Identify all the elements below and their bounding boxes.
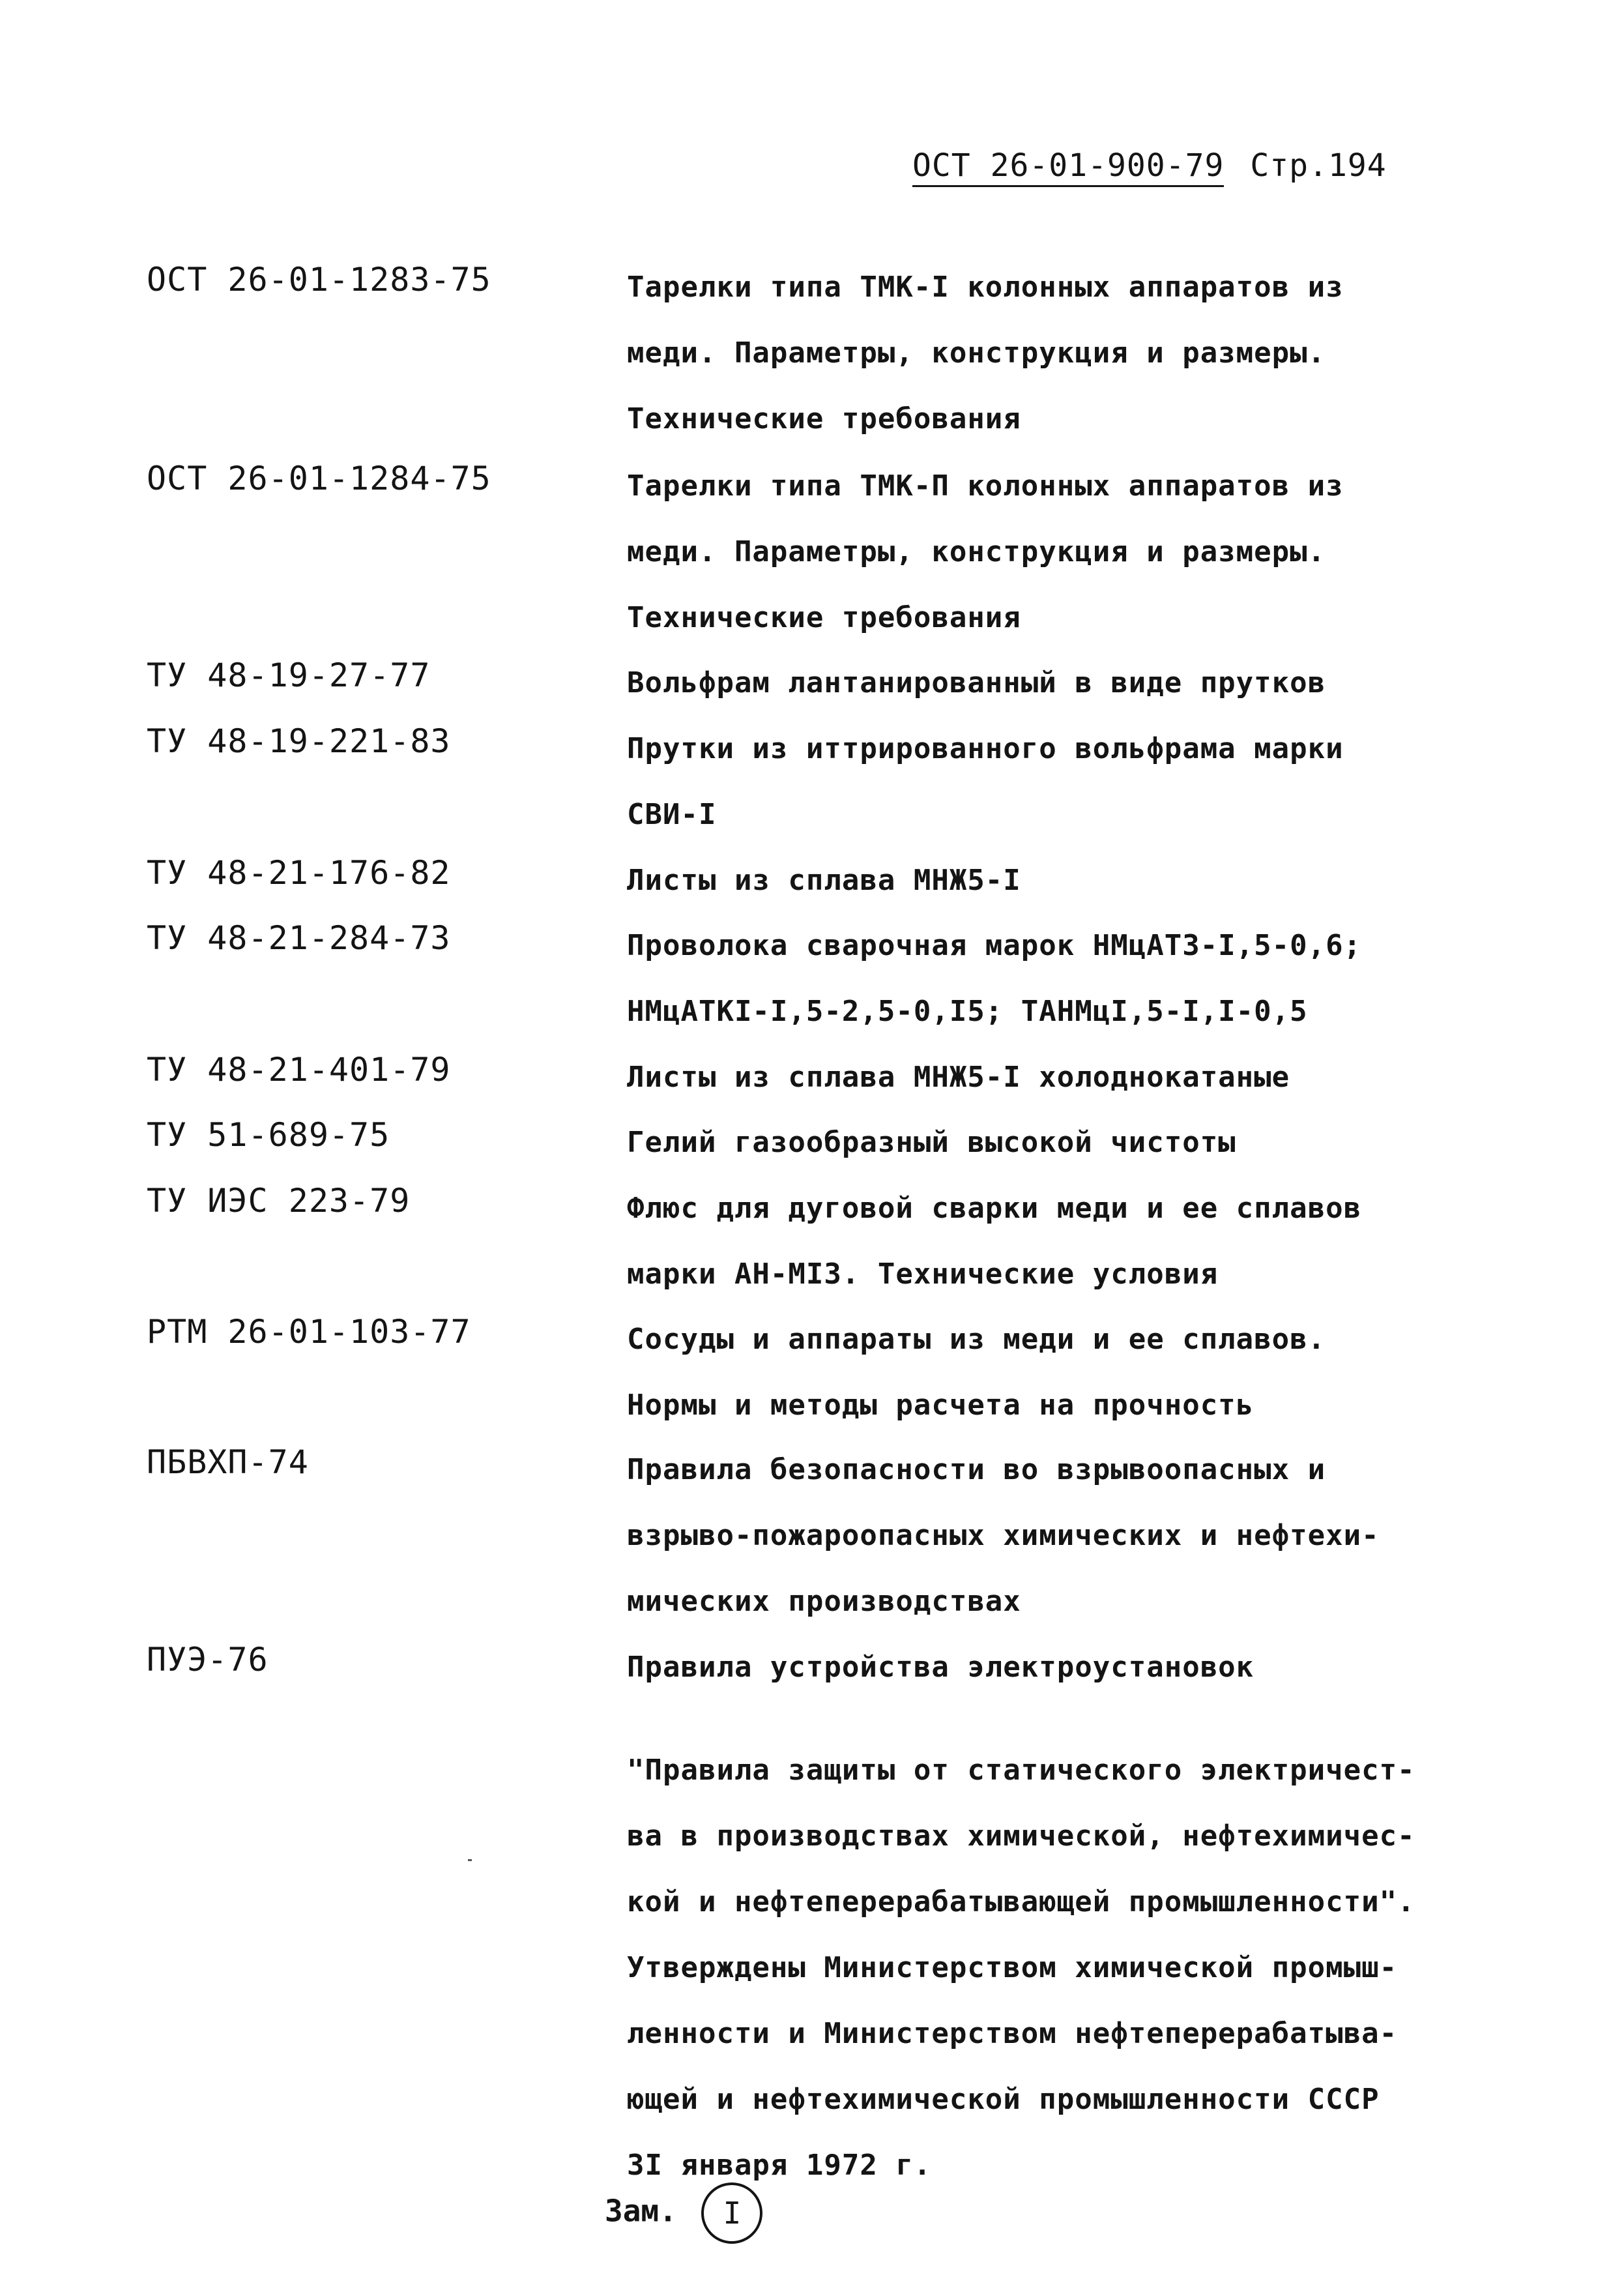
standard-code: ТУ 51-689-75 — [147, 1116, 390, 1154]
change-label: Зам. — [605, 2193, 677, 2229]
standard-title — [627, 913, 1539, 1044]
standard-title — [627, 1437, 1539, 1634]
standard-code: ТУ 48-21-401-79 — [147, 1051, 451, 1089]
title-line: марки АН-МI3. Технические условия — [627, 1257, 1219, 1291]
title-line: ва в производствах химической, нефтехимичес- — [627, 1819, 1415, 1853]
title-line: СВИ-I — [627, 798, 717, 831]
title-line: кой и нефтеперерабатывающей промышленности". — [627, 1885, 1415, 1918]
standard-code: ОСТ 26-01-1283-75 — [147, 261, 491, 299]
title-line: взрыво-пожароопасных химических и нефтехи- — [627, 1519, 1380, 1552]
standard-title — [627, 716, 1539, 847]
title-line: Тарелки типа ТМК-П колонных аппаратов из — [627, 469, 1344, 503]
title-line: Вольфрам лантанированный в виде прутков — [627, 666, 1326, 699]
document-number: ОСТ 26-01-900-79 — [912, 147, 1224, 187]
standard-title — [627, 1109, 1539, 1175]
change-number-circle: I — [701, 2182, 762, 2244]
standard-title — [627, 847, 1539, 913]
title-line: "Правила защиты от статического электричест- — [627, 1754, 1415, 1787]
standard-code: ОСТ 26-01-1284-75 — [147, 460, 491, 497]
title-line: ющей и нефтехимической промышленности СССР — [627, 2083, 1380, 2116]
title-line: Утверждены Министерством химической промыш- — [627, 1951, 1398, 1984]
title-line: ленности и Министерством нефтеперерабатыва- — [627, 2017, 1398, 2050]
title-line: Сосуды и аппараты из меди и ее сплавов. — [627, 1323, 1326, 1356]
standard-code: ПБВХП-74 — [147, 1443, 309, 1481]
standard-title — [627, 1044, 1539, 1110]
title-line: Листы из сплава МНЖ5-I — [627, 864, 1021, 897]
page-header — [912, 147, 1387, 187]
standard-code: ТУ 48-19-221-83 — [147, 722, 451, 760]
standard-code: ПУЭ-76 — [147, 1641, 268, 1679]
scan-speck — [468, 1859, 472, 1861]
standard-title — [627, 650, 1539, 716]
standard-title — [627, 1306, 1539, 1438]
title-line: Правила устройства электроустановок — [627, 1651, 1254, 1684]
title-line: Тарелки типа ТМК-I колонных аппаратов из — [627, 271, 1344, 304]
page-number: Стр.194 — [1250, 147, 1387, 184]
standard-title — [627, 453, 1539, 651]
title-line: мических производствах — [627, 1585, 1021, 1618]
title-line: Флюс для дуговой сварки меди и ее сплавов — [627, 1192, 1362, 1225]
title-line: Технические требования — [627, 601, 1021, 634]
standard-code: ТУ 48-21-284-73 — [147, 919, 451, 957]
change-mark — [605, 2182, 762, 2244]
standard-title — [627, 1634, 1539, 1700]
title-line: меди. Параметры, конструкция и размеры. — [627, 336, 1326, 370]
title-line: меди. Параметры, конструкция и размеры. — [627, 535, 1326, 568]
title-line: Прутки из иттрированного вольфрама марки — [627, 732, 1344, 765]
title-line: НМцАТКI-I,5-2,5-0,I5; ТАНМцI,5-I,I-0,5 — [627, 995, 1308, 1028]
title-line: Гелий газообразный высокой чистоты — [627, 1126, 1236, 1159]
standard-code: ТУ 48-19-27-77 — [147, 656, 431, 694]
standard-title — [627, 254, 1539, 452]
title-line: Технические требования — [627, 402, 1021, 435]
standard-code: РТМ 26-01-103-77 — [147, 1313, 471, 1351]
title-line: Правила безопасности во взрывоопасных и — [627, 1453, 1326, 1486]
title-line: Листы из сплава МНЖ5-I холоднокатаные — [627, 1061, 1290, 1094]
title-line: 3I января 1972 г. — [627, 2149, 932, 2182]
standard-code: ТУ ИЭС 223-79 — [147, 1182, 411, 1220]
title-line: Проволока сварочная марок НМцАТ3-I,5-0,6; — [627, 929, 1362, 962]
standard-code: ТУ 48-21-176-82 — [147, 854, 451, 892]
standard-title — [627, 1737, 1539, 2198]
title-line: Нормы и методы расчета на прочность — [627, 1388, 1254, 1422]
standard-title — [627, 1175, 1539, 1307]
